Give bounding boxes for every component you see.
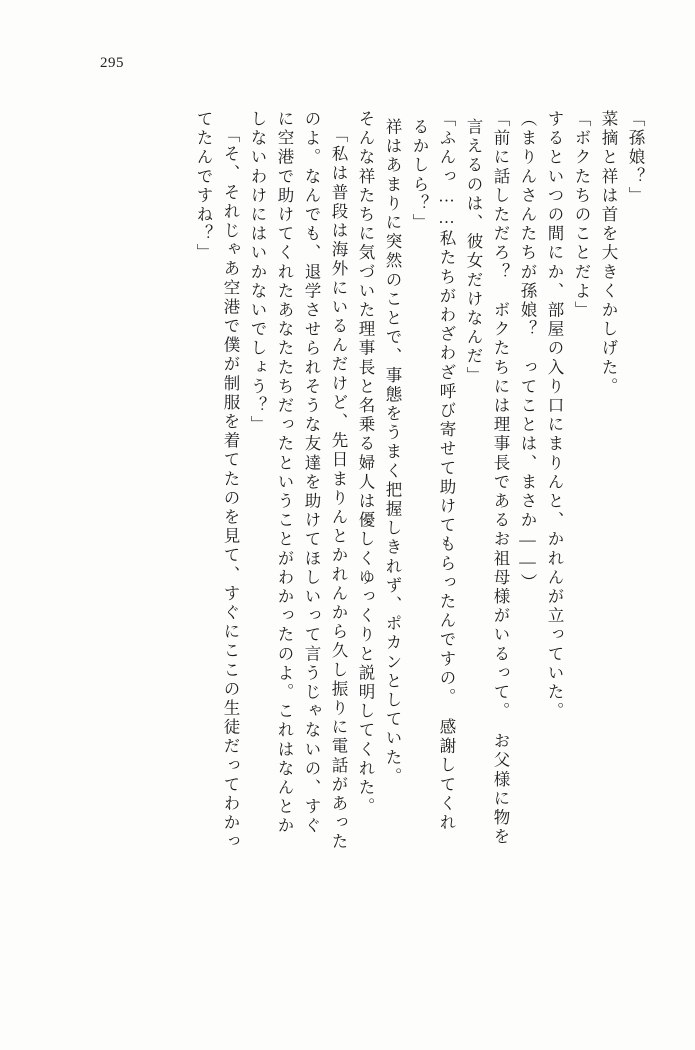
text-column: 菜摘と祥は首を大きくかしげた。 [599, 110, 618, 397]
text-column: てたんですね？」 [194, 110, 213, 263]
text-column: 「私は普段は海外にいるんだけど、先日まりんとかれんから久し振りに電話があった [329, 126, 348, 852]
text-column: そんな祥たちに気づいた理事長と名乗る婦人は優しくゆっくりと説明してくれた。 [356, 110, 375, 817]
text-column: 「孫娘？」 [626, 110, 645, 206]
text-column: 「ふんっ……私たちがわざわざ呼び寄せて助けてもらったんですの。 感謝してくれ [437, 110, 456, 833]
text-column: のよ。なんでも、退学させられそうな友達を助けてほしいって言うじゃないの、すぐ [302, 110, 321, 836]
vertical-text-body [96, 110, 643, 990]
text-column: しないわけにはいかないでしょう？」 [248, 110, 267, 435]
text-column: 言えるのは、彼女だけなんだ」 [464, 118, 483, 386]
text-column: （まりんさんたちが孫娘？ ってことは、まさか――） [518, 110, 537, 593]
text-column: に空港で助けてくれたあなたたちだったということがわかったのよ。これはなんとか [275, 110, 294, 836]
text-column: るかしら？」 [410, 118, 429, 233]
text-column: 「そ、それじゃあ空港で僕が制服を着てたのを見て、すぐにここの生徒だってわかっ [221, 126, 240, 852]
text-column: 祥はあまりに突然のことで、事態をうまく把握しきれず、ポカンとしていた。 [383, 118, 402, 787]
text-column: 「ボクたちのことだよ」 [572, 110, 591, 321]
text-column: 「前に話しただろ？ ボクたちには理事長であるお祖母様がいるって。 お父様に物を [491, 110, 510, 847]
page-number: 295 [100, 55, 124, 71]
text-column: するといつの間にか、部屋の入り口にまりんと、かれんが立っていた。 [545, 110, 564, 722]
